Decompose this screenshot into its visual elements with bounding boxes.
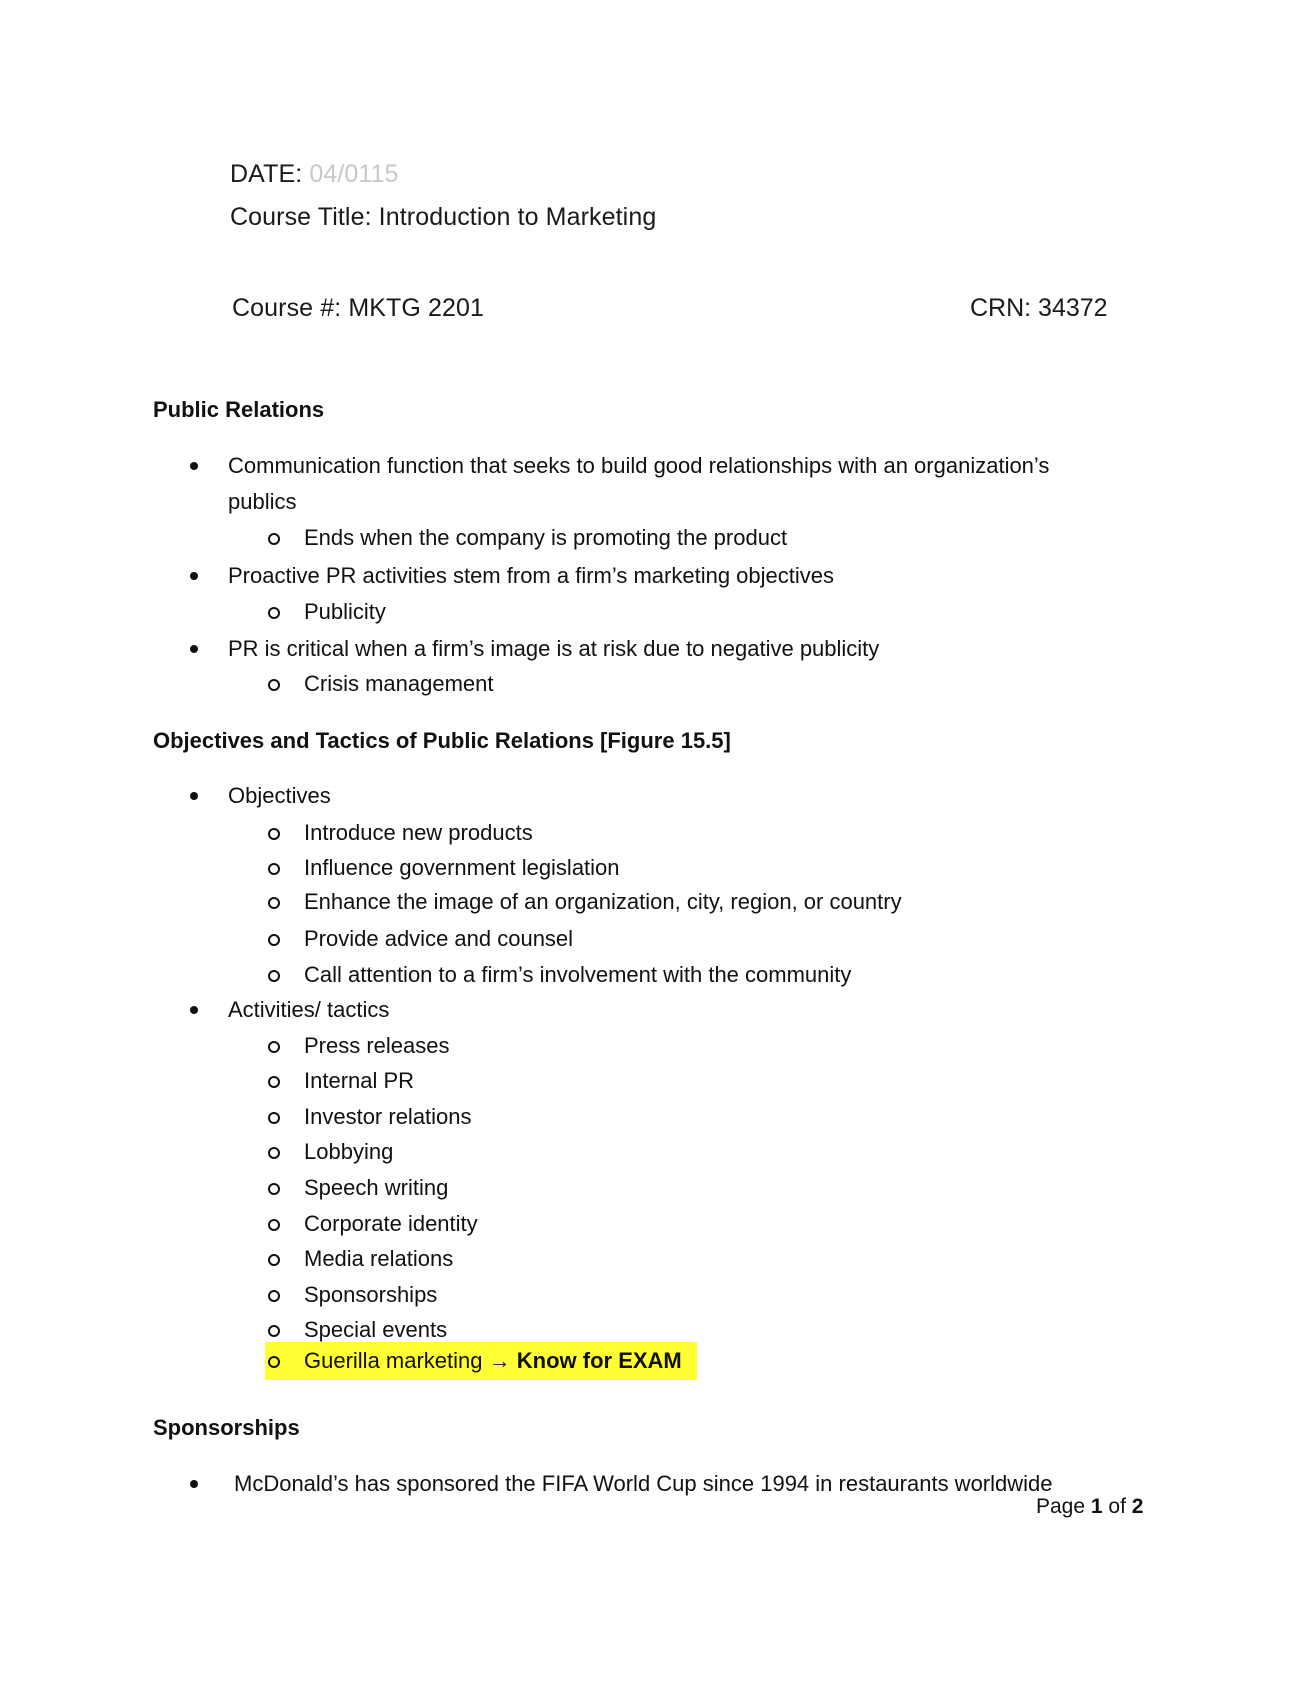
sub-list-item-text: Call attention to a firm’s involvement with the community bbox=[304, 962, 852, 987]
sub-list-item-text: Enhance the image of an organization, city, region, or country bbox=[304, 889, 902, 914]
date-value: 04/0115 bbox=[309, 160, 399, 188]
section-heading-objectives-tactics: Objectives and Tactics of Public Relations [Figure 15.5] bbox=[153, 728, 731, 753]
sub-list-item-text: Provide advice and counsel bbox=[304, 926, 574, 951]
page-current: 1 bbox=[1090, 1495, 1103, 1518]
sub-list-item-text: Ends when the company is promoting the product bbox=[304, 525, 788, 550]
sub-list-item-text: Internal PR bbox=[304, 1068, 415, 1093]
list-item-text: PR is critical when a firm’s image is at risk due to negative publicity bbox=[228, 636, 880, 661]
sub-list-item-text: Speech writing bbox=[304, 1175, 449, 1200]
circle-bullet-icon bbox=[268, 1325, 280, 1337]
bullet-icon bbox=[190, 645, 198, 653]
section-heading-public-relations: Public Relations bbox=[153, 397, 325, 422]
list-item-text: Proactive PR activities stem from a firm’s marketing objectives bbox=[228, 563, 834, 588]
list-item-text: Activities/ tactics bbox=[228, 997, 390, 1022]
circle-bullet-icon bbox=[268, 1041, 280, 1053]
crn: CRN: 34372 bbox=[970, 294, 1108, 322]
date-line bbox=[230, 160, 399, 189]
list-item-text: Communication function that seeks to build good relationships with an organization’s bbox=[228, 453, 1050, 478]
circle-bullet-icon bbox=[268, 1356, 280, 1368]
circle-bullet-icon bbox=[268, 863, 280, 875]
circle-bullet-icon bbox=[268, 1147, 280, 1159]
list-item-text: McDonald’s has sponsored the FIFA World Cup since 1994 in restaurants worldwide bbox=[234, 1471, 1053, 1496]
bullet-icon bbox=[190, 1006, 198, 1014]
list-item-text: Objectives bbox=[228, 783, 331, 808]
bullet-icon bbox=[190, 572, 198, 580]
bullet-icon bbox=[190, 792, 198, 800]
section-heading-sponsorships: Sponsorships bbox=[153, 1415, 300, 1440]
sub-list-item-text: Crisis management bbox=[304, 671, 494, 696]
circle-bullet-icon bbox=[268, 1254, 280, 1266]
sub-list-item-text bbox=[304, 1343, 682, 1379]
sub-list-item-text: Influence government legislation bbox=[304, 855, 620, 880]
arrow-right-icon: → bbox=[488, 1348, 511, 1373]
page-number bbox=[1036, 1495, 1143, 1519]
page-of: of bbox=[1108, 1495, 1126, 1518]
course-title: Course Title: Introduction to Marketing bbox=[230, 203, 657, 231]
circle-bullet-icon bbox=[268, 970, 280, 982]
circle-bullet-icon bbox=[268, 1183, 280, 1195]
circle-bullet-icon bbox=[268, 1076, 280, 1088]
sub-list-item-text: Special events bbox=[304, 1317, 448, 1342]
bullet-icon bbox=[190, 1480, 198, 1488]
list-item-text: publics bbox=[228, 489, 297, 514]
sub-list-item-text: Sponsorships bbox=[304, 1282, 438, 1307]
sub-list-item-text: Media relations bbox=[304, 1246, 454, 1271]
sub-list-item-text: Publicity bbox=[304, 599, 386, 624]
course-number: Course #: MKTG 2201 bbox=[232, 294, 485, 322]
circle-bullet-icon bbox=[268, 607, 280, 619]
circle-bullet-icon bbox=[268, 679, 280, 691]
circle-bullet-icon bbox=[268, 1219, 280, 1231]
page-label: Page bbox=[1036, 1495, 1086, 1518]
sub-list-item-text: Introduce new products bbox=[304, 820, 533, 845]
circle-bullet-icon bbox=[268, 828, 280, 840]
circle-bullet-icon bbox=[268, 533, 280, 545]
date-label: DATE: bbox=[230, 160, 303, 188]
sub-list-item-text: Investor relations bbox=[304, 1104, 472, 1129]
bullet-icon bbox=[190, 462, 198, 470]
sub-list-item-text: Corporate identity bbox=[304, 1211, 478, 1236]
sub-list-item-text: Press releases bbox=[304, 1033, 450, 1058]
guerilla-marketing-text: Guerilla marketing bbox=[304, 1348, 483, 1373]
page-total: 2 bbox=[1131, 1495, 1144, 1518]
circle-bullet-icon bbox=[268, 1112, 280, 1124]
circle-bullet-icon bbox=[268, 934, 280, 946]
circle-bullet-icon bbox=[268, 897, 280, 909]
exam-note: Know for EXAM bbox=[516, 1348, 682, 1373]
circle-bullet-icon bbox=[268, 1290, 280, 1302]
sub-list-item-text: Lobbying bbox=[304, 1139, 394, 1164]
